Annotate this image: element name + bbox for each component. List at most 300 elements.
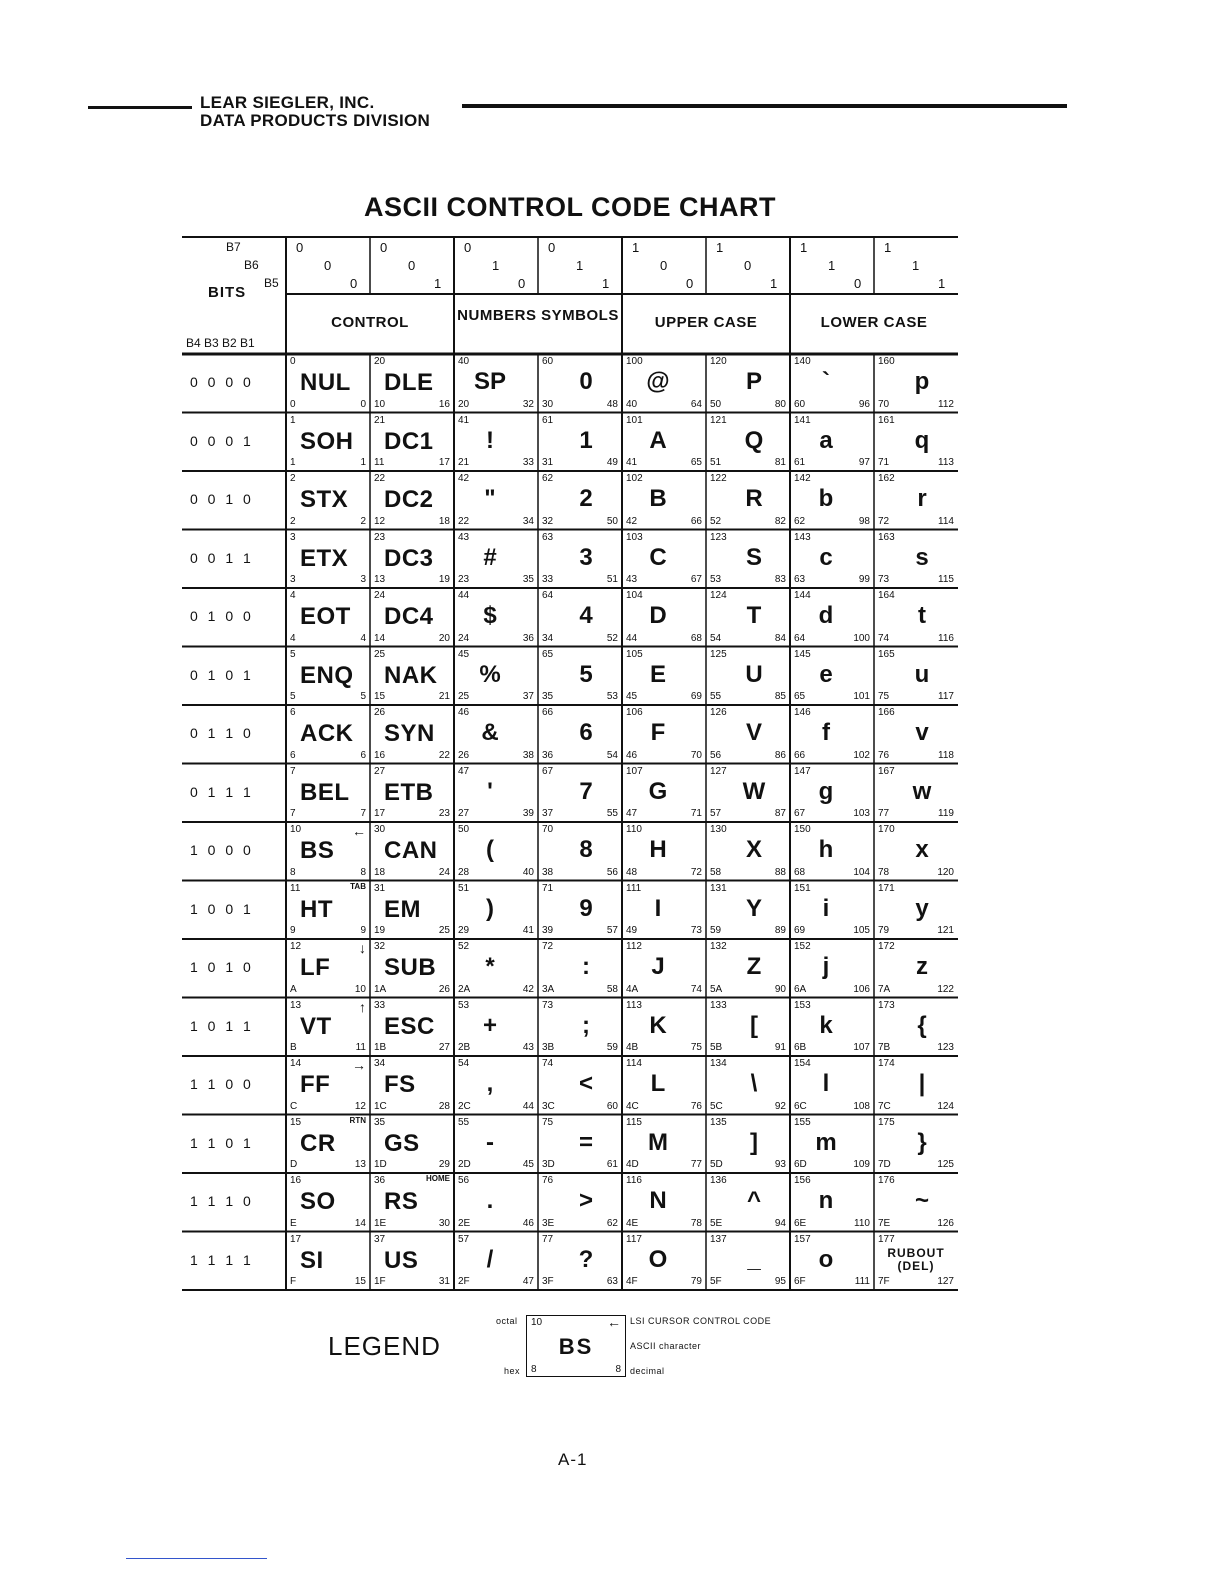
cell-decimal-code: 0 bbox=[360, 398, 366, 410]
cell-hex-code: 7C bbox=[878, 1100, 891, 1112]
column-bit-b5: 0 bbox=[686, 276, 694, 291]
cell-decimal-code: 47 bbox=[522, 1276, 534, 1287]
ascii-character: r bbox=[917, 485, 927, 512]
cell-hex-code: 51 bbox=[710, 457, 722, 468]
cell-hex-code: 5D bbox=[710, 1159, 723, 1170]
cell-octal-code: 151 bbox=[794, 882, 811, 894]
ascii-character: b bbox=[818, 485, 834, 512]
cell-hex-code: 4D bbox=[626, 1159, 639, 1170]
cell-octal-code: 40 bbox=[458, 356, 470, 367]
company-header bbox=[200, 94, 430, 130]
cell-hex-code: 57 bbox=[710, 808, 722, 819]
cell-octal-code: 114 bbox=[626, 1058, 642, 1069]
cell-octal-code: 30 bbox=[374, 824, 386, 835]
cell-hex-code: 36 bbox=[542, 749, 554, 761]
control-character: SO bbox=[300, 1188, 336, 1215]
ascii-character: [ bbox=[750, 1011, 758, 1039]
legend-sample-char: BS bbox=[558, 1334, 594, 1359]
ascii-character: @ bbox=[646, 368, 670, 395]
ascii-character: I bbox=[654, 894, 662, 922]
ascii-character: O bbox=[648, 1245, 668, 1273]
ascii-character: ' bbox=[487, 777, 493, 805]
ascii-character: w bbox=[912, 777, 932, 805]
cell-hex-code: 5E bbox=[710, 1217, 723, 1229]
cell-hex-code: 27 bbox=[458, 808, 470, 819]
cell-decimal-code: 71 bbox=[690, 808, 702, 819]
cell-octal-code: 22 bbox=[374, 473, 386, 484]
cell-octal-code: 100 bbox=[626, 356, 643, 367]
cell-octal-code: 7 bbox=[290, 765, 296, 777]
column-bit-b7: 1 bbox=[632, 240, 640, 255]
cell-octal-code: 13 bbox=[290, 999, 302, 1011]
cell-octal-code: 1 bbox=[290, 414, 296, 426]
cell-octal-code: 77 bbox=[542, 1233, 554, 1245]
ascii-character: { bbox=[917, 1011, 927, 1039]
ascii-character: L bbox=[650, 1070, 666, 1097]
legend-octal-label: octal bbox=[496, 1316, 518, 1326]
cell-hex-code: 4 bbox=[290, 632, 296, 644]
cell-octal-code: 153 bbox=[794, 999, 811, 1011]
cell-hex-code: 4B bbox=[626, 1042, 639, 1053]
cell-hex-code: 2F bbox=[458, 1276, 470, 1287]
cell-octal-code: 12 bbox=[290, 941, 302, 952]
cell-hex-code: 62 bbox=[794, 515, 806, 527]
cell-decimal-code: 90 bbox=[774, 983, 786, 995]
cell-hex-code: 8 bbox=[290, 866, 296, 878]
cell-octal-code: 157 bbox=[794, 1233, 811, 1245]
ascii-character: R bbox=[745, 485, 763, 512]
cell-decimal-code: 93 bbox=[774, 1159, 786, 1170]
control-character: US bbox=[384, 1246, 419, 1274]
legend-desc-ascii: ASCII character bbox=[630, 1341, 702, 1351]
cell-octal-code: 164 bbox=[878, 590, 895, 601]
cell-hex-code: 5 bbox=[290, 691, 296, 702]
cell-decimal-code: 4 bbox=[360, 632, 366, 644]
bit-label-b5: B5 bbox=[264, 276, 279, 290]
ascii-character: q bbox=[914, 426, 930, 454]
cell-decimal-code: 77 bbox=[690, 1159, 702, 1170]
cell-hex-code: 65 bbox=[794, 691, 806, 702]
cell-hex-code: 52 bbox=[710, 515, 722, 527]
cell-hex-code: 58 bbox=[710, 866, 722, 878]
group-label: UPPER CASE bbox=[654, 314, 758, 331]
cell-hex-code: 61 bbox=[794, 457, 806, 468]
cell-octal-code: 133 bbox=[710, 999, 727, 1011]
cell-hex-code: 76 bbox=[878, 749, 890, 761]
cell-decimal-code: 80 bbox=[774, 398, 786, 410]
cell-decimal-code: 19 bbox=[438, 574, 450, 585]
cell-decimal-code: 103 bbox=[853, 808, 870, 819]
rubout-character-sub: (DEL) bbox=[897, 1258, 935, 1273]
cell-octal-code: 51 bbox=[458, 882, 470, 894]
cell-octal-code: 162 bbox=[878, 473, 895, 484]
cell-decimal-code: 108 bbox=[853, 1100, 870, 1112]
cell-decimal-code: 70 bbox=[690, 749, 702, 761]
cell-hex-code: 34 bbox=[542, 632, 554, 644]
ascii-character: 2 bbox=[579, 485, 593, 512]
cell-hex-code: 26 bbox=[458, 749, 470, 761]
cell-hex-code: 42 bbox=[626, 515, 638, 527]
cell-octal-code: 35 bbox=[374, 1116, 386, 1128]
cell-decimal-code: 123 bbox=[937, 1042, 954, 1053]
cell-hex-code: 9 bbox=[290, 925, 296, 936]
ascii-character: + bbox=[482, 1011, 497, 1039]
cell-hex-code: 3A bbox=[542, 983, 555, 995]
cell-octal-code: 60 bbox=[542, 356, 554, 367]
cell-decimal-code: 33 bbox=[522, 457, 534, 468]
ascii-character: ! bbox=[486, 426, 494, 454]
cell-octal-code: 137 bbox=[710, 1233, 727, 1245]
cell-decimal-code: 20 bbox=[438, 632, 450, 644]
cell-decimal-code: 16 bbox=[438, 398, 450, 410]
column-bit-b5: 1 bbox=[602, 276, 610, 291]
cell-decimal-code: 15 bbox=[354, 1276, 366, 1287]
column-bit-b5: 0 bbox=[854, 276, 862, 291]
column-bit-b5: 0 bbox=[518, 276, 526, 291]
cell-decimal-code: 34 bbox=[522, 515, 534, 527]
cell-octal-code: 15 bbox=[290, 1116, 302, 1128]
cell-decimal-code: 78 bbox=[690, 1217, 702, 1229]
control-character: DC2 bbox=[384, 486, 434, 513]
ascii-character: 4 bbox=[579, 602, 593, 629]
cell-decimal-code: 37 bbox=[522, 691, 534, 702]
ascii-character: ( bbox=[486, 836, 494, 863]
footer-rule bbox=[126, 1558, 267, 1559]
chart-title: ASCII CONTROL CODE CHART bbox=[363, 192, 776, 222]
cell-hex-code: 73 bbox=[878, 574, 890, 585]
ascii-character: > bbox=[578, 1187, 593, 1214]
cell-hex-code: 41 bbox=[626, 457, 638, 468]
ascii-character: P bbox=[745, 368, 762, 395]
cell-octal-code: 115 bbox=[626, 1116, 642, 1128]
ascii-character: ] bbox=[750, 1128, 758, 1156]
cell-octal-code: 47 bbox=[458, 765, 470, 777]
cell-hex-code: 16 bbox=[374, 749, 386, 761]
cell-decimal-code: 14 bbox=[354, 1217, 366, 1229]
ascii-character: G bbox=[648, 777, 668, 805]
cell-decimal-code: 75 bbox=[690, 1042, 702, 1053]
cell-octal-code: 102 bbox=[626, 473, 643, 484]
legend-title: LEGEND bbox=[328, 1331, 441, 1361]
cell-octal-code: 62 bbox=[542, 473, 554, 484]
cell-decimal-code: 21 bbox=[438, 691, 450, 702]
cell-octal-code: 36 bbox=[374, 1175, 386, 1186]
cell-hex-code: 2 bbox=[290, 515, 296, 527]
ascii-character: B bbox=[649, 485, 667, 512]
cell-octal-code: 50 bbox=[458, 824, 470, 835]
ascii-character: D bbox=[649, 602, 667, 629]
legend-sample-decimal: 8 bbox=[615, 1364, 621, 1375]
cell-hex-code: 69 bbox=[794, 925, 806, 936]
row-bits-label: 1 0 0 1 bbox=[190, 900, 251, 917]
cell-decimal-code: 113 bbox=[938, 457, 954, 468]
cell-hex-code: 6C bbox=[794, 1100, 807, 1112]
cell-octal-code: 122 bbox=[710, 473, 727, 484]
column-bit-b7: 0 bbox=[380, 240, 388, 255]
cell-octal-code: 66 bbox=[542, 707, 554, 718]
cursor-control-code-icon: TAB bbox=[350, 881, 366, 891]
cell-octal-code: 110 bbox=[626, 824, 642, 835]
cell-decimal-code: 23 bbox=[438, 808, 450, 819]
cell-octal-code: 105 bbox=[626, 648, 643, 660]
ascii-character: ; bbox=[582, 1011, 590, 1039]
ascii-character: SP bbox=[473, 368, 506, 395]
cell-decimal-code: 44 bbox=[522, 1100, 534, 1112]
ascii-character: K bbox=[649, 1011, 667, 1039]
ascii-character: , bbox=[486, 1070, 494, 1097]
cell-hex-code: 44 bbox=[626, 632, 638, 644]
cell-decimal-code: 121 bbox=[937, 925, 954, 936]
cell-decimal-code: 86 bbox=[774, 749, 786, 761]
cell-hex-code: 5F bbox=[710, 1276, 722, 1287]
cell-octal-code: 111 bbox=[626, 882, 642, 894]
cell-decimal-code: 62 bbox=[606, 1217, 618, 1229]
cell-decimal-code: 31 bbox=[438, 1276, 450, 1287]
cell-hex-code: 5A bbox=[710, 983, 723, 995]
cell-hex-code: 2C bbox=[458, 1100, 471, 1112]
cell-octal-code: 20 bbox=[374, 356, 386, 367]
cell-hex-code: 13 bbox=[374, 574, 386, 585]
cell-octal-code: 70 bbox=[542, 824, 554, 835]
cell-decimal-code: 27 bbox=[438, 1042, 450, 1053]
ascii-character: a bbox=[819, 426, 833, 454]
ascii-character: - bbox=[486, 1128, 494, 1156]
cell-hex-code: 7D bbox=[878, 1159, 891, 1170]
ascii-character: * bbox=[485, 953, 495, 980]
cell-decimal-code: 2 bbox=[360, 515, 366, 527]
cell-hex-code: F bbox=[290, 1276, 297, 1287]
bits-title: BITS bbox=[208, 284, 247, 301]
cell-decimal-code: 125 bbox=[937, 1159, 954, 1170]
cell-hex-code: 12 bbox=[374, 515, 386, 527]
cell-octal-code: 53 bbox=[458, 999, 470, 1011]
cell-hex-code: 1A bbox=[374, 983, 387, 995]
cell-decimal-code: 41 bbox=[522, 925, 534, 936]
cell-octal-code: 76 bbox=[542, 1175, 554, 1186]
ascii-character: 6 bbox=[579, 719, 593, 746]
cell-octal-code: 25 bbox=[374, 648, 386, 660]
cell-hex-code: 64 bbox=[794, 632, 806, 644]
cell-octal-code: 14 bbox=[290, 1058, 302, 1069]
control-character: DC3 bbox=[384, 544, 434, 572]
ascii-character: C bbox=[649, 543, 667, 571]
cell-hex-code: 24 bbox=[458, 632, 470, 644]
cell-octal-code: 61 bbox=[542, 414, 554, 426]
cell-hex-code: 25 bbox=[458, 691, 470, 702]
rubout-character: RUBOUT bbox=[887, 1245, 945, 1260]
cell-decimal-code: 115 bbox=[938, 574, 954, 585]
cell-octal-code: 27 bbox=[374, 765, 386, 777]
cell-hex-code: 74 bbox=[878, 632, 890, 644]
cell-octal-code: 163 bbox=[878, 531, 895, 543]
cell-decimal-code: 35 bbox=[522, 574, 534, 585]
cell-decimal-code: 63 bbox=[606, 1276, 618, 1287]
control-character: ESC bbox=[384, 1012, 435, 1040]
ascii-character: & bbox=[481, 719, 499, 746]
cell-octal-code: 172 bbox=[878, 941, 895, 952]
cell-decimal-code: 67 bbox=[690, 574, 702, 585]
control-character: DC1 bbox=[384, 427, 434, 455]
ascii-character: h bbox=[818, 836, 834, 863]
ascii-character: } bbox=[917, 1128, 927, 1156]
cell-decimal-code: 100 bbox=[853, 632, 870, 644]
cell-hex-code: 22 bbox=[458, 515, 470, 527]
cell-decimal-code: 109 bbox=[853, 1159, 870, 1170]
ascii-character: # bbox=[483, 543, 497, 571]
cell-decimal-code: 98 bbox=[858, 515, 870, 527]
cell-decimal-code: 55 bbox=[606, 808, 618, 819]
cell-octal-code: 144 bbox=[794, 590, 811, 601]
cell-decimal-code: 91 bbox=[774, 1042, 786, 1053]
ascii-character: U bbox=[745, 660, 763, 688]
cell-hex-code: 2E bbox=[458, 1217, 471, 1229]
cell-octal-code: 75 bbox=[542, 1116, 554, 1128]
cell-hex-code: 1B bbox=[374, 1042, 387, 1053]
cell-octal-code: 45 bbox=[458, 648, 470, 660]
cell-octal-code: 160 bbox=[878, 356, 895, 367]
cell-decimal-code: 56 bbox=[606, 866, 618, 878]
cell-decimal-code: 60 bbox=[606, 1100, 618, 1112]
cell-hex-code: 17 bbox=[374, 808, 386, 819]
cell-hex-code: 68 bbox=[794, 866, 806, 878]
cell-octal-code: 125 bbox=[710, 648, 727, 660]
cell-decimal-code: 84 bbox=[774, 632, 786, 644]
ascii-character: 0 bbox=[579, 368, 593, 395]
cell-decimal-code: 111 bbox=[854, 1276, 870, 1287]
cell-octal-code: 6 bbox=[290, 707, 296, 718]
row-bits-label: 0 1 0 0 bbox=[190, 608, 251, 624]
control-character: ETX bbox=[300, 544, 349, 572]
control-character: VT bbox=[300, 1012, 332, 1040]
cursor-control-code-icon: ↑ bbox=[359, 998, 366, 1015]
cell-octal-code: 56 bbox=[458, 1175, 470, 1186]
cell-octal-code: 74 bbox=[542, 1058, 554, 1069]
cell-hex-code: C bbox=[290, 1100, 298, 1112]
cell-decimal-code: 87 bbox=[774, 808, 786, 819]
cell-decimal-code: 30 bbox=[438, 1217, 450, 1229]
cell-octal-code: 141 bbox=[794, 414, 811, 426]
cell-hex-code: 3F bbox=[542, 1276, 554, 1287]
ascii-character: 1 bbox=[579, 426, 593, 454]
cell-decimal-code: 116 bbox=[938, 632, 954, 644]
cell-octal-code: 130 bbox=[710, 824, 727, 835]
ascii-character: m bbox=[815, 1128, 837, 1156]
cell-octal-code: 167 bbox=[878, 765, 895, 777]
row-bits-label: 0 0 1 0 bbox=[190, 491, 251, 507]
cell-decimal-code: 51 bbox=[606, 574, 618, 585]
cell-hex-code: A bbox=[290, 983, 297, 995]
cell-hex-code: 78 bbox=[878, 866, 890, 878]
cell-decimal-code: 118 bbox=[938, 749, 954, 761]
cell-hex-code: 56 bbox=[710, 749, 722, 761]
control-character: CAN bbox=[384, 837, 438, 864]
ascii-character: e bbox=[819, 660, 833, 688]
ascii-character: % bbox=[479, 660, 501, 688]
ascii-character: W bbox=[742, 777, 766, 805]
cell-hex-code: 79 bbox=[878, 925, 890, 936]
ascii-character: . bbox=[486, 1187, 494, 1214]
ascii-character: ` bbox=[822, 368, 830, 395]
cell-decimal-code: 7 bbox=[360, 808, 366, 819]
division-name: DATA PRODUCTS DIVISION bbox=[200, 111, 431, 130]
ascii-character: $ bbox=[483, 602, 497, 629]
cell-decimal-code: 126 bbox=[937, 1217, 954, 1229]
cell-hex-code: 6F bbox=[794, 1276, 806, 1287]
cell-decimal-code: 95 bbox=[774, 1276, 786, 1287]
cell-octal-code: 127 bbox=[710, 765, 727, 777]
cell-decimal-code: 88 bbox=[774, 866, 786, 878]
row-bits-label: 0 0 0 0 bbox=[190, 374, 251, 390]
ascii-character: J bbox=[651, 953, 665, 980]
cell-decimal-code: 54 bbox=[606, 749, 618, 761]
ascii-character: c bbox=[819, 543, 833, 571]
ascii-character: v bbox=[915, 719, 929, 746]
cell-octal-code: 155 bbox=[794, 1116, 811, 1128]
cell-octal-code: 131 bbox=[710, 882, 727, 894]
control-character: GS bbox=[384, 1129, 420, 1157]
cell-decimal-code: 120 bbox=[937, 866, 954, 878]
ascii-character: < bbox=[578, 1070, 593, 1097]
cell-hex-code: 7A bbox=[878, 983, 891, 995]
cell-octal-code: 170 bbox=[878, 824, 895, 835]
cell-hex-code: 18 bbox=[374, 866, 386, 878]
cell-hex-code: 31 bbox=[542, 457, 554, 468]
cell-octal-code: 121 bbox=[710, 414, 727, 426]
company-name: LEAR SIEGLER, INC. bbox=[200, 93, 375, 112]
cell-octal-code: 175 bbox=[878, 1116, 895, 1128]
cell-hex-code: 53 bbox=[710, 574, 722, 585]
cell-octal-code: 31 bbox=[374, 882, 386, 894]
cell-octal-code: 11 bbox=[290, 882, 301, 894]
ascii-character: 9 bbox=[579, 894, 593, 922]
cell-decimal-code: 11 bbox=[355, 1042, 366, 1053]
cell-hex-code: 33 bbox=[542, 574, 554, 585]
cell-hex-code: 3B bbox=[542, 1042, 555, 1053]
column-bit-b6: 1 bbox=[492, 258, 500, 273]
control-character: FF bbox=[300, 1071, 331, 1098]
legend-sample-octal: 10 bbox=[531, 1317, 543, 1328]
cell-decimal-code: 99 bbox=[858, 574, 870, 585]
cell-octal-code: 112 bbox=[626, 941, 642, 952]
cell-octal-code: 37 bbox=[374, 1233, 386, 1245]
row-bits-label: 0 1 1 0 bbox=[190, 725, 251, 741]
cell-octal-code: 161 bbox=[878, 414, 895, 426]
column-bit-b7: 0 bbox=[296, 240, 304, 255]
ascii-character: \ bbox=[750, 1070, 758, 1097]
cell-decimal-code: 74 bbox=[690, 983, 702, 995]
cell-octal-code: 123 bbox=[710, 531, 727, 543]
cell-hex-code: 67 bbox=[794, 808, 806, 819]
cell-hex-code: 43 bbox=[626, 574, 638, 585]
control-character: RS bbox=[384, 1188, 419, 1215]
ascii-character: Q bbox=[744, 426, 764, 454]
column-bit-b5: 1 bbox=[770, 276, 778, 291]
cell-decimal-code: 25 bbox=[438, 925, 450, 936]
control-character: SOH bbox=[300, 427, 354, 455]
ascii-character: A bbox=[649, 426, 667, 454]
cell-hex-code: 39 bbox=[542, 925, 554, 936]
cell-octal-code: 33 bbox=[374, 999, 386, 1011]
cell-octal-code: 124 bbox=[710, 590, 727, 601]
cell-hex-code: 38 bbox=[542, 866, 554, 878]
cell-hex-code: 6E bbox=[794, 1217, 807, 1229]
cursor-control-code-icon: RTN bbox=[349, 1115, 366, 1125]
cell-decimal-code: 61 bbox=[606, 1159, 618, 1170]
row-bits-label: 0 0 0 1 bbox=[190, 432, 251, 449]
cell-octal-code: 145 bbox=[794, 648, 811, 660]
cell-hex-code: 35 bbox=[542, 691, 554, 702]
cell-octal-code: 65 bbox=[542, 648, 554, 660]
